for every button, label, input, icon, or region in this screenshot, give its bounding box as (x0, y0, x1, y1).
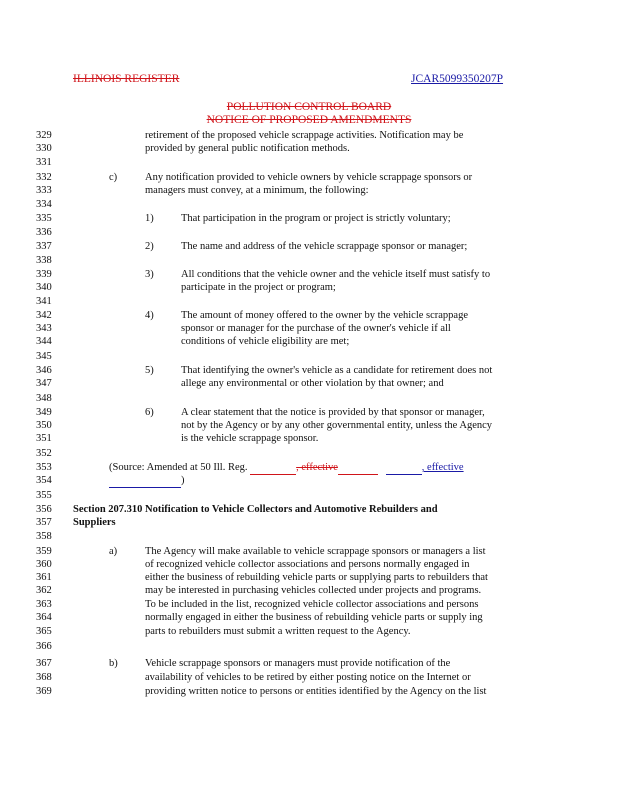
text-line: The amount of money offered to the owner by the vehicle scrappage (181, 310, 468, 321)
line-number: 343 (36, 323, 52, 334)
line-number: 344 (36, 336, 52, 347)
item-label: 5) (145, 365, 154, 376)
line-number: 348 (36, 393, 52, 404)
text-line: Any notification provided to vehicle owners by vehicle scrappage sponsors or (145, 172, 473, 183)
line-number: 335 (36, 213, 52, 224)
text-line: allege any environmental or other violation by that owner; and (181, 378, 444, 389)
struck-blank (338, 461, 378, 475)
line-number: 364 (36, 612, 52, 623)
text-line: normally engaged in either the business of rebuilding vehicle parts or supply ing (145, 612, 483, 623)
line-number: 332 (36, 172, 52, 183)
new-blank (109, 474, 181, 488)
line-number: 363 (36, 599, 52, 610)
item-label: 2) (145, 241, 154, 252)
text-line: providing written notice to persons or entities identified by the Agency on the list (145, 686, 487, 697)
new-effective: , effective (421, 462, 464, 473)
text-line: participate in the project or program; (181, 282, 336, 293)
text-line: To be included in the list, recognized vehicle collector associations and persons (145, 599, 479, 610)
text-line: retirement of the proposed vehicle scrappage activities. Notification may be (145, 130, 464, 141)
text-line: availability of vehicles to be retired by either posting notice on the Internet or (145, 672, 471, 683)
line-number: 329 (36, 130, 52, 141)
text-line: That identifying the owner's vehicle as a candidate for retirement does not (181, 365, 493, 376)
item-label: 4) (145, 310, 154, 321)
line-number: 339 (36, 269, 52, 280)
line-number: 340 (36, 282, 52, 293)
struck-blank (250, 461, 296, 475)
text-line: That participation in the program or project is strictly voluntary; (181, 213, 451, 224)
subsection-label: b) (109, 658, 118, 669)
text-line: The Agency will make available to vehicle scrappage sponsors or managers a list (145, 546, 486, 557)
item-label: 1) (145, 213, 154, 224)
line-number: 334 (36, 199, 52, 210)
line-number: 362 (36, 585, 52, 596)
text-line: Vehicle scrappage sponsors or managers must provide notification of the (145, 658, 451, 669)
line-number: 350 (36, 420, 52, 431)
jcar-identifier: JCAR5099350207P (411, 73, 504, 85)
line-number: 369 (36, 686, 52, 697)
subsection-label: c) (109, 172, 118, 183)
line-number: 337 (36, 241, 52, 252)
line-number: 349 (36, 407, 52, 418)
text-line: All conditions that the vehicle owner and the vehicle itself must satisfy to (181, 269, 491, 280)
text-line: sponsor or manager for the purchase of the owner's vehicle if all (181, 323, 451, 334)
text-line: parts to rebuilders must submit a written request to the Agency. (145, 626, 411, 637)
source-prefix: (Source: Amended at 50 Ill. Reg. (109, 462, 251, 473)
line-number: 361 (36, 572, 52, 583)
line-number: 330 (36, 143, 52, 154)
source-note-close (109, 474, 185, 488)
line-number: 358 (36, 531, 52, 542)
line-number: 352 (36, 448, 52, 459)
line-number: 351 (36, 433, 52, 444)
register-title: ILLINOIS REGISTER (73, 73, 180, 85)
line-number: 357 (36, 517, 52, 528)
item-label: 3) (145, 269, 154, 280)
line-number: 365 (36, 626, 52, 637)
line-number: 341 (36, 296, 52, 307)
source-close: ) (181, 475, 185, 486)
line-number: 338 (36, 255, 52, 266)
item-label: 6) (145, 407, 154, 418)
line-number: 367 (36, 658, 52, 669)
text-line: of recognized vehicle collector associations and persons normally engaged in (145, 559, 470, 570)
line-number: 347 (36, 378, 52, 389)
subsection-label: a) (109, 546, 118, 557)
struck-effective: , effective (296, 462, 338, 473)
text-line: conditions of vehicle eligibility are met; (181, 336, 350, 347)
line-number: 359 (36, 546, 52, 557)
line-number: 331 (36, 157, 52, 168)
text-line: either the business of rebuilding vehicle parts or supplying parts to rebuilders that (145, 572, 488, 583)
new-blank (386, 461, 422, 475)
line-number: 345 (36, 351, 52, 362)
line-number: 336 (36, 227, 52, 238)
text-line: The name and address of the vehicle scrappage sponsor or manager; (181, 241, 468, 252)
text-line: managers must convey, at a minimum, the following: (145, 185, 369, 196)
line-number: 346 (36, 365, 52, 376)
section-title-continued: Suppliers (73, 517, 116, 528)
text-line: A clear statement that the notice is provided by that sponsor or manager, (181, 407, 485, 418)
line-number: 353 (36, 462, 52, 473)
source-note (109, 461, 464, 475)
text-line: is the vehicle scrappage sponsor. (181, 433, 319, 444)
line-number: 360 (36, 559, 52, 570)
line-number: 355 (36, 490, 52, 501)
notice-title: NOTICE OF PROPOSED AMENDMENTS (206, 114, 412, 126)
board-name: POLLUTION CONTROL BOARD (226, 101, 392, 113)
line-number: 368 (36, 672, 52, 683)
text-line: provided by general public notification methods. (145, 143, 350, 154)
line-number: 333 (36, 185, 52, 196)
section-title: Section 207.310 Notification to Vehicle Collectors and Automotive Rebuilders and (73, 504, 438, 515)
text-line: not by the Agency or by any other governmental entity, unless the Agency (181, 420, 493, 431)
line-number: 354 (36, 475, 52, 486)
line-number: 342 (36, 310, 52, 321)
line-number: 356 (36, 504, 52, 515)
text-line: may be interested in purchasing vehicles collected under projects and programs. (145, 585, 482, 596)
line-number: 366 (36, 641, 52, 652)
